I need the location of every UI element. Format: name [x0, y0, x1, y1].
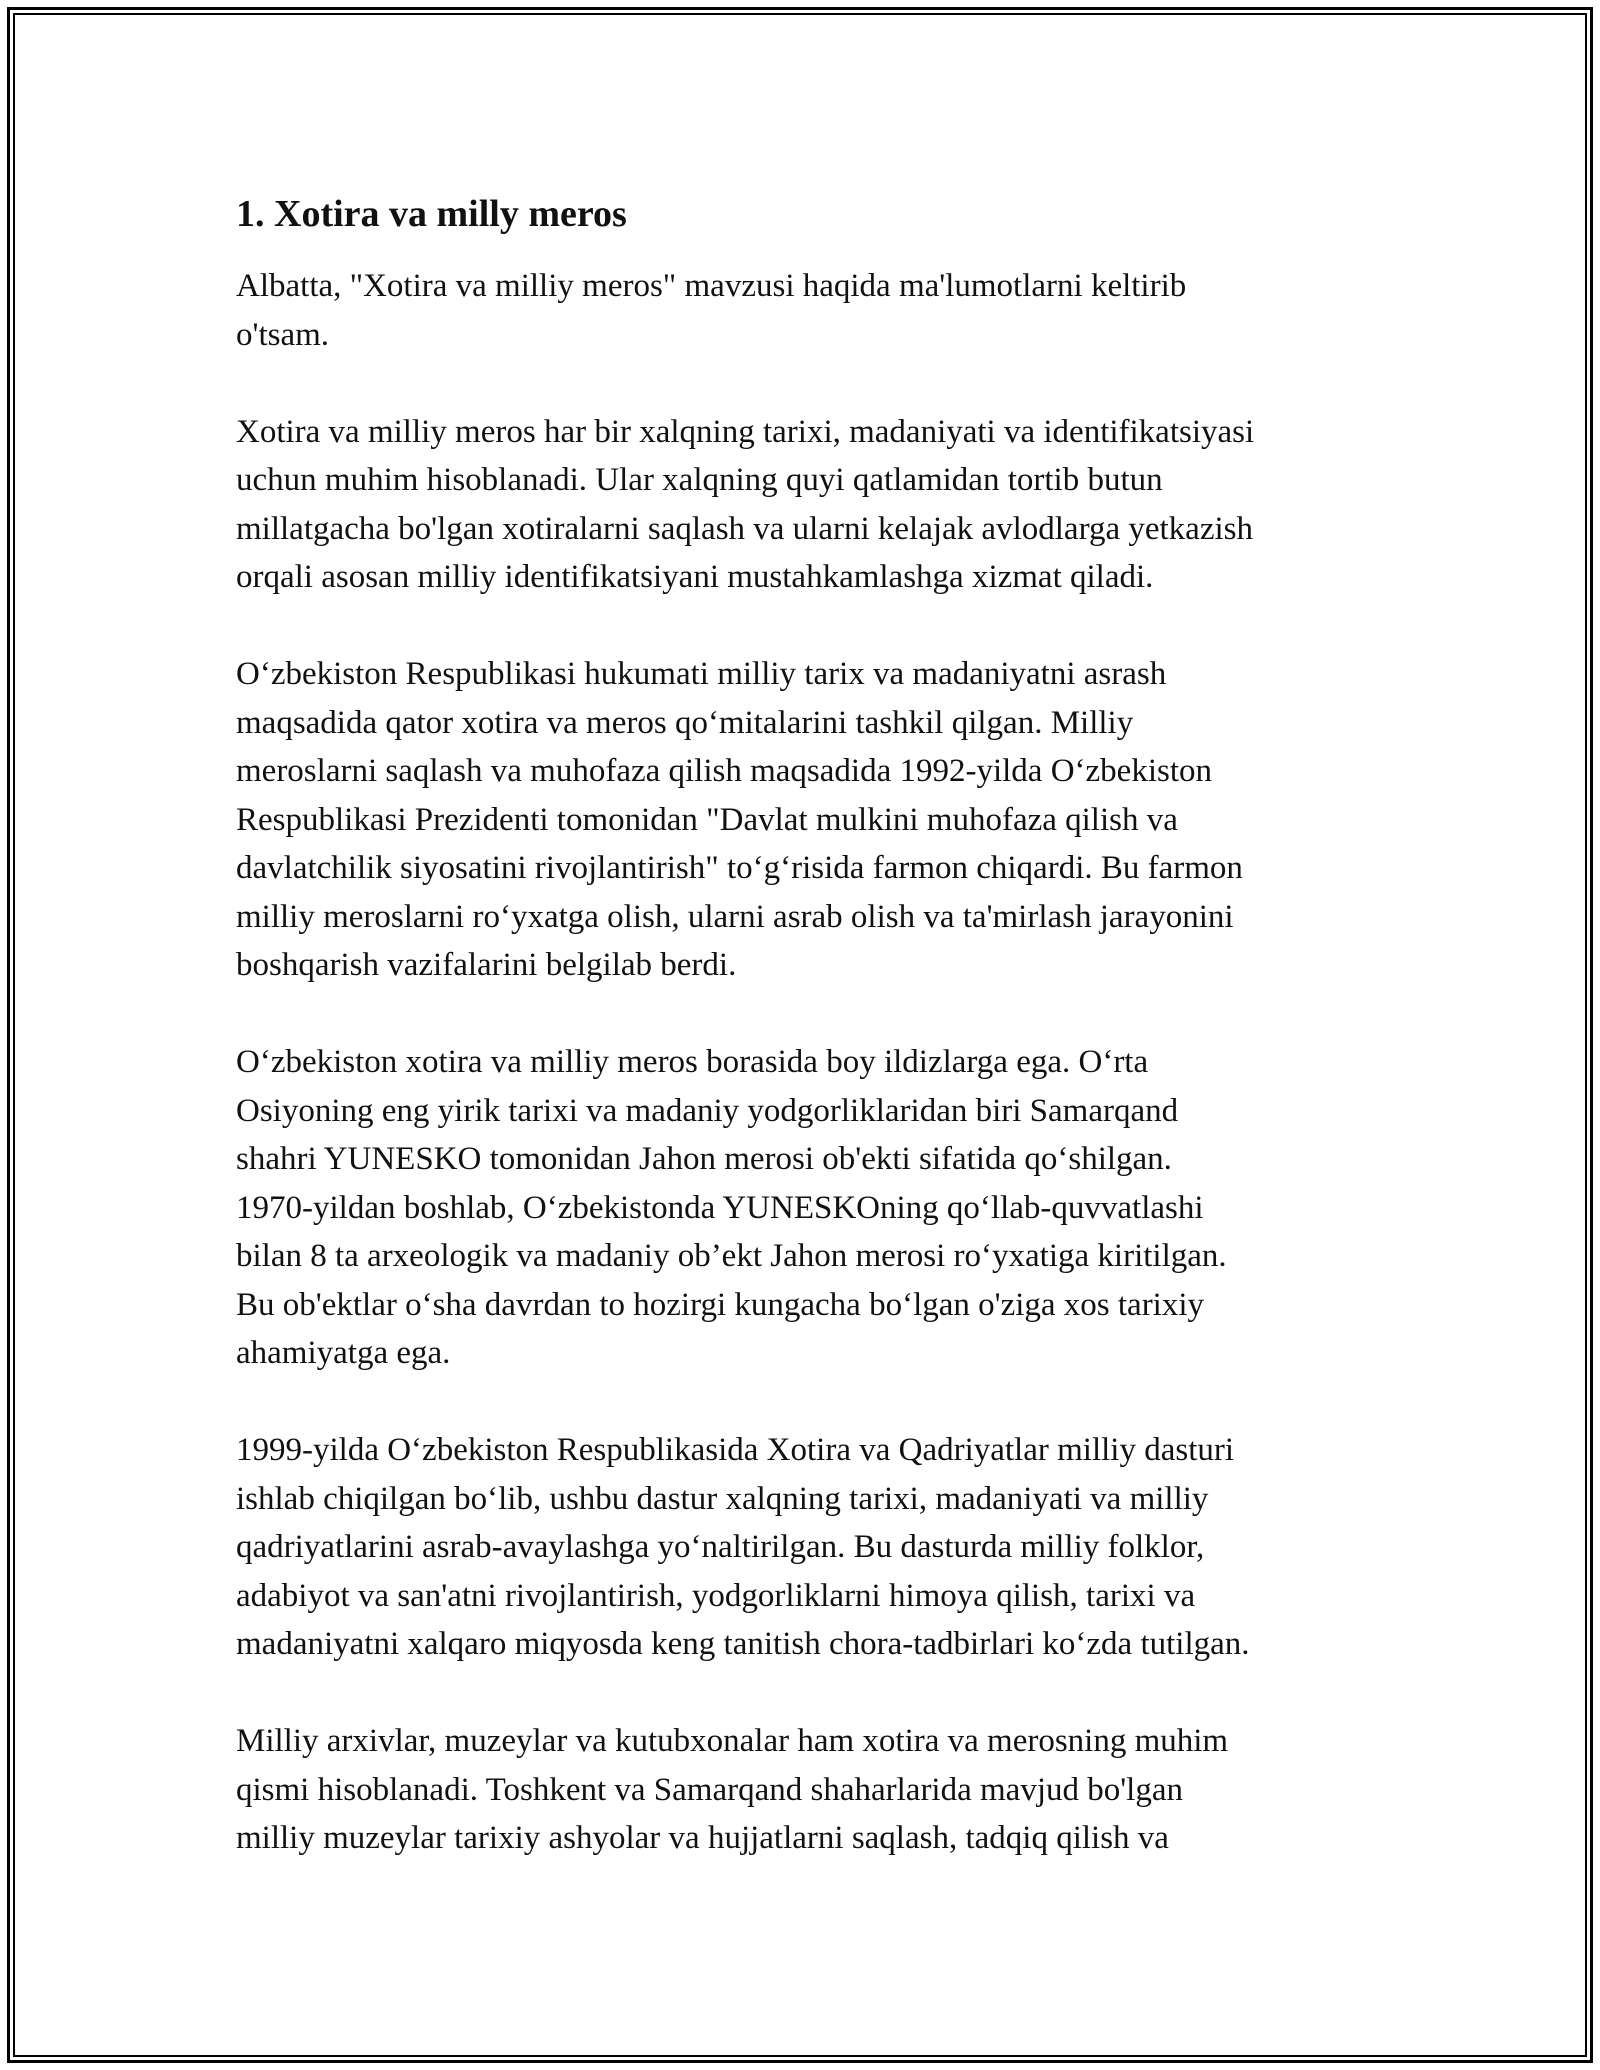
text-line: o'tsam.: [236, 316, 330, 353]
text-line: bilan 8 ta arxeologik va madaniy ob’ekt Jahon merosi ro‘yxatiga kiritilgan.: [236, 1238, 1227, 1274]
text-line: qismi hisoblanadi. Toshkent va Samarqand shaharlarida mavjud bo'lgan: [236, 1771, 1183, 1808]
text-line: Osiyoning eng yirik tarixi va madaniy yodgorliklaridan biri Samarqand: [236, 1092, 1179, 1129]
text-line: ishlab chiqilgan bo‘lib, ushbu dastur xalqning tarixi, madaniyati va milliy: [236, 1480, 1209, 1517]
text-line: milliy muzeylar tarixiy ashyolar va hujjatlarni saqlash, tadqiq qilish va: [236, 1820, 1169, 1856]
text-line: boshqarish vazifalarini belgilab berdi.: [236, 947, 737, 983]
text-line: adabiyot va san'atni rivojlantirish, yodgorliklarni himoya qilish, tarixi va: [236, 1577, 1196, 1614]
text-line: maqsadida qator xotira va meros qo‘mitalarini tashkil qilgan. Milliy: [236, 704, 1134, 741]
text-line: madaniyatni xalqaro miqyosda keng tanitish chora-tadbirlari ko‘zda tutilgan.: [236, 1626, 1250, 1662]
text-line: 1970-yildan boshlab, O‘zbekistonda YUNESKOning qo‘llab-quvvatlashi: [236, 1189, 1204, 1226]
text-line: uchun muhim hisoblanadi. Ular xalqning quyi qatlamidan tortib butun: [236, 462, 1163, 498]
text-line: davlatchilik siyosatini rivojlantirish" to‘g‘risida farmon chiqardi. Bu farmon: [236, 850, 1243, 886]
paragraph-unesco: [236, 1038, 1386, 1378]
text-line: Respublikasi Prezidenti tomonidan "Davlat mulkini muhofaza qilish va: [236, 801, 1178, 838]
text-line: Albatta, "Xotira va milliy meros" mavzusi haqida ma'lumotlarni keltirib: [236, 268, 1187, 304]
paragraph-program-1999: [236, 1426, 1386, 1669]
paragraph-importance: [236, 408, 1386, 602]
text-line: shahri YUNESKO tomonidan Jahon merosi ob'ekti sifatida qo‘shilgan.: [236, 1141, 1172, 1177]
text-line: O‘zbekiston Respublikasi hukumati milliy tarix va madaniyatni asrash: [236, 656, 1167, 692]
paragraph-archives: [236, 1717, 1386, 1863]
text-line: ahamiyatga ega.: [236, 1335, 451, 1371]
text-line: Bu ob'ektlar o‘sha davrdan to hozirgi kungacha bo‘lgan o'ziga xos tarixiy: [236, 1286, 1205, 1323]
text-line: qadriyatlarini asrab-avaylashga yo‘naltirilgan. Bu dasturda milliy folklor,: [236, 1529, 1205, 1565]
document-page: [236, 186, 1386, 1911]
text-line: 1999-yilda O‘zbekiston Respublikasida Xotira va Qadriyatlar milliy dasturi: [236, 1432, 1235, 1468]
text-line: O‘zbekiston xotira va milliy meros borasida boy ildizlarga ega. O‘rta: [236, 1044, 1149, 1080]
section-heading: 1. Xotira va milly meros: [236, 193, 627, 235]
text-line: milliy meroslarni ro‘yxatga olish, ularni asrab olish va ta'mirlash jarayonini: [236, 898, 1234, 935]
text-line: millatgacha bo'lgan xotiralarni saqlash va ularni kelajak avlodlarga yetkazish: [236, 510, 1253, 547]
paragraph-government: [236, 650, 1386, 990]
text-line: meroslarni saqlash va muhofaza qilish maqsadida 1992-yilda O‘zbekiston: [236, 753, 1212, 789]
text-line: Milliy arxivlar, muzeylar va kutubxonalar ham xotira va merosning muhim: [236, 1723, 1229, 1759]
text-line: Xotira va milliy meros har bir xalqning tarixi, madaniyati va identifikatsiyasi: [236, 413, 1255, 450]
text-line: orqali asosan milliy identifikatsiyani mustahkamlashga xizmat qiladi.: [236, 559, 1154, 595]
paragraph-intro: [236, 262, 1386, 359]
